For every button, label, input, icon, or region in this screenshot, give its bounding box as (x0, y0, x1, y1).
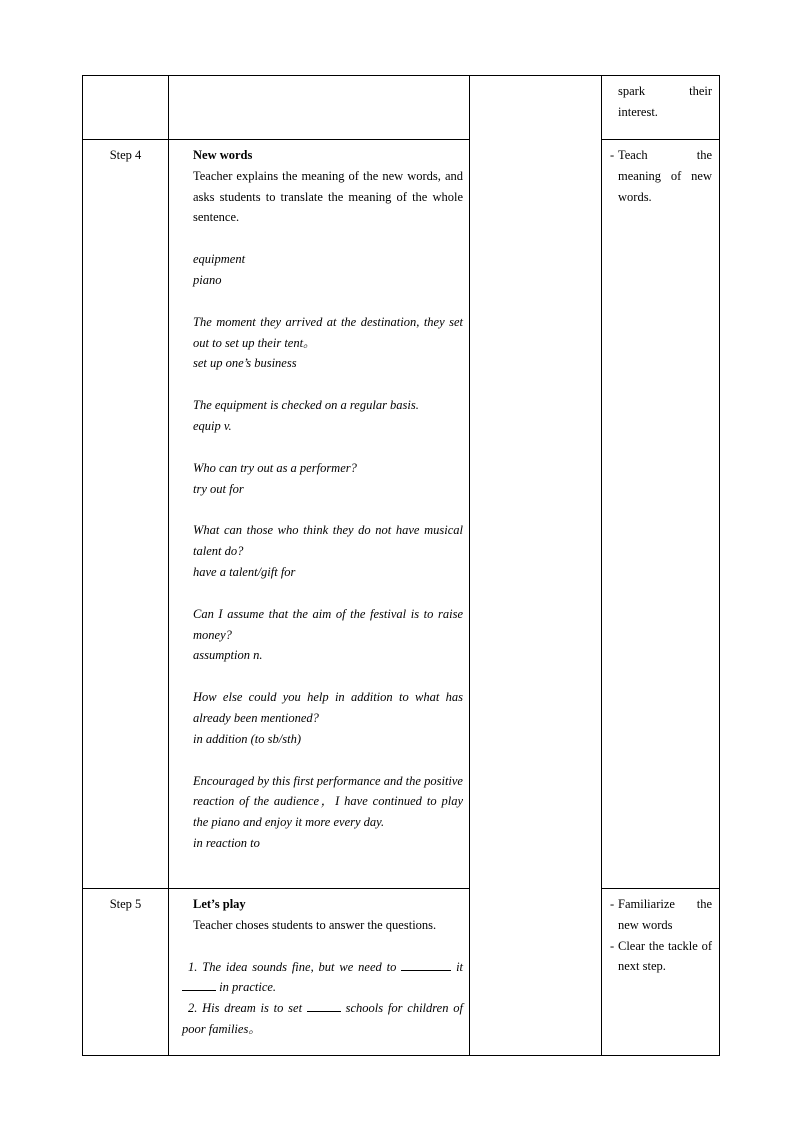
example-phrase: equip v. (193, 418, 232, 433)
content-cell-empty (169, 76, 470, 140)
instructions: Teacher explains the meaning of the new words, and asks students to translate the meaning of the whole sentence. (193, 168, 463, 225)
objective-item: - Familiarize the new words (610, 894, 712, 936)
example-phrase: try out for (193, 481, 244, 496)
objective-line: spark their (618, 84, 712, 98)
example-sentence: Can I assume that the aim of the festival is to raise money? (193, 606, 463, 642)
example-phrase: assumption n. (193, 648, 263, 663)
example-phrase: have a talent/gift for (193, 564, 296, 579)
objective-cell (602, 889, 720, 1056)
example-phrase: set up one’s business (193, 356, 297, 371)
vocab-word: equipment (193, 252, 246, 267)
example-sentence: Who can try out as a performer? (193, 460, 357, 475)
bullet-dash: - (610, 938, 615, 953)
objective-cell-continued (602, 76, 720, 140)
question-2: 2. His dream is to set schools for children of poor families。 (182, 1001, 463, 1036)
example-sentence: What can those who think they do not have musical talent do? (193, 523, 463, 559)
example-phrase: in addition (to sb/sth) (193, 731, 301, 746)
example-sentence: The moment they arrived at the destination, they set out to set up their tent。 (193, 314, 463, 350)
step-cell-empty (83, 76, 169, 140)
table-row-step-4 (83, 140, 720, 889)
answer-blank (401, 958, 451, 971)
bullet-dash: - (610, 148, 615, 162)
vocab-word: piano (193, 272, 222, 287)
question-1: 1. The idea sounds fine, but we need to it in practice. (182, 957, 463, 999)
step-5-content (169, 889, 470, 1056)
answer-blank (307, 999, 341, 1012)
example-sentence: How else could you help in addition to what has already been mentioned? (193, 690, 463, 725)
lesson-plan-table (82, 75, 720, 1056)
answer-blank (182, 978, 216, 991)
step-4-content (169, 140, 470, 889)
bullet-dash: - (610, 897, 615, 911)
example-phrase: in reaction to (193, 835, 260, 850)
objective-line: interest. (618, 104, 658, 119)
table-row-continued (83, 76, 720, 140)
section-title: Let’s play (193, 897, 246, 911)
table-row-step-5 (83, 889, 720, 1056)
example-sentence: The equipment is checked on a regular basis. (193, 398, 419, 413)
objective-cell (602, 140, 720, 889)
step-label: Step 4 (83, 140, 169, 889)
instructions: Teacher choses students to answer the questions. (193, 917, 437, 932)
method-cell-merged (470, 76, 602, 1056)
objective-item: - Teach the meaning of new words. (610, 145, 712, 207)
example-sentence: Encouraged by this first performance and the positive reaction of the audience，I have continued to play the piano and enjoy it more every day. (193, 773, 463, 830)
section-title: New words (193, 148, 253, 162)
step-label: Step 5 (83, 889, 169, 1056)
objective-item: - Clear the tackle of next step. (610, 936, 712, 978)
